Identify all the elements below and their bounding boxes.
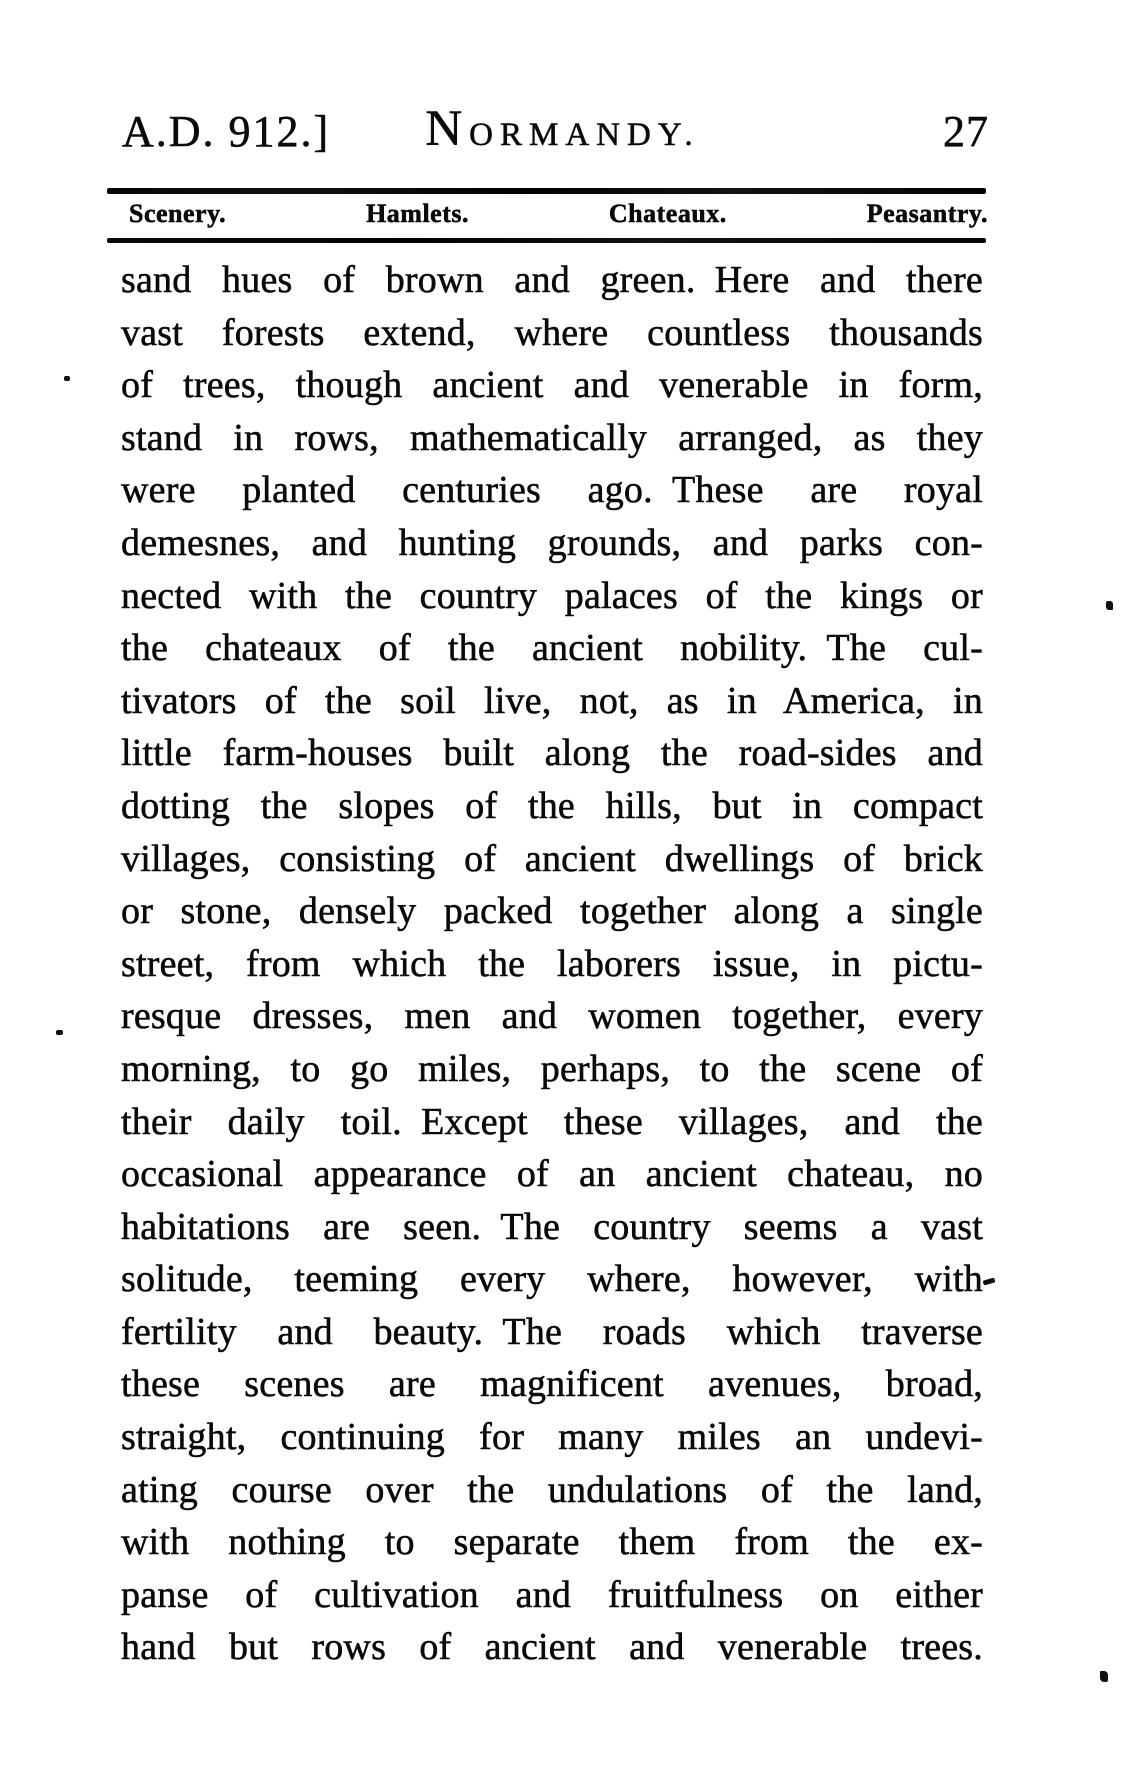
text-line: tivators of the soil live, not, as in America, in (121, 679, 983, 722)
text-line: ating course over the undulations of the land, (121, 1468, 983, 1511)
text-line: with nothing to separate them from the ex- (121, 1521, 983, 1564)
heavy-rule (107, 188, 986, 194)
keyword-hamlets: Hamlets. (366, 199, 469, 228)
text-line: habitations are seen. The country seems a vast (121, 1205, 983, 1248)
text-line: or stone, densely packed together along a single (121, 890, 983, 933)
page-number: 27 (943, 107, 989, 156)
text-line: straight, continuing for many miles an undevi- (121, 1416, 983, 1459)
page-title-initial: N (425, 101, 470, 157)
page-title (425, 101, 700, 157)
text-line: villages, consisting of ancient dwellings of brick (121, 837, 983, 880)
ink-speck (56, 1030, 63, 1035)
keyword-peasantry: Peasantry. (866, 199, 988, 228)
keyword-scenery: Scenery. (129, 199, 227, 228)
text-line: these scenes are magnificent avenues, broad, (121, 1363, 983, 1406)
ink-speck (64, 376, 70, 381)
text-line: stand in rows, mathematically arranged, as they (121, 416, 983, 459)
text-line: occasional appearance of an ancient chateau, no (121, 1153, 983, 1196)
text-line: nected with the country palaces of the kings or (121, 574, 983, 617)
text-line: solitude, teeming every where, however, with (121, 1258, 983, 1301)
text-line: sand hues of brown and green. Here and there (121, 259, 983, 301)
text-line: their daily toil. Except these villages, and the (121, 1100, 983, 1143)
ink-speck (983, 1277, 996, 1285)
text-line: of trees, though ancient and venerable in form, (121, 364, 983, 407)
header-date: A.D. 912.] (122, 107, 331, 156)
text-line: little farm-houses built along the road-sides and (121, 732, 983, 775)
text-line: morning, to go miles, perhaps, to the scene of (121, 1047, 983, 1090)
ink-speck (1106, 601, 1113, 610)
text-line: vast forests extend, where countless thousands (121, 311, 983, 354)
keyword-row (129, 201, 988, 227)
text-line: fertility and beauty. The roads which traverse (121, 1310, 983, 1353)
text-line: were planted centuries ago. These are royal (121, 469, 983, 512)
page-title-rest: ORMANDY. (469, 117, 700, 153)
thin-rule (107, 238, 986, 243)
text-line: demesnes, and hunting grounds, and parks con- (121, 521, 983, 564)
text-line: hand but rows of ancient and venerable trees. (121, 1626, 983, 1669)
text-line: street, from which the laborers issue, in pictu- (121, 942, 983, 985)
text-line: resque dresses, men and women together, every (121, 995, 983, 1038)
body-text (121, 254, 983, 1674)
keyword-chateaux: Chateaux. (608, 199, 727, 228)
text-line: dotting the slopes of the hills, but in compact (121, 784, 983, 827)
text-line: the chateaux of the ancient nobility. The cul- (121, 627, 983, 670)
ink-speck (1100, 1671, 1108, 1682)
text-line: panse of cultivation and fruitfulness on either (121, 1573, 983, 1616)
